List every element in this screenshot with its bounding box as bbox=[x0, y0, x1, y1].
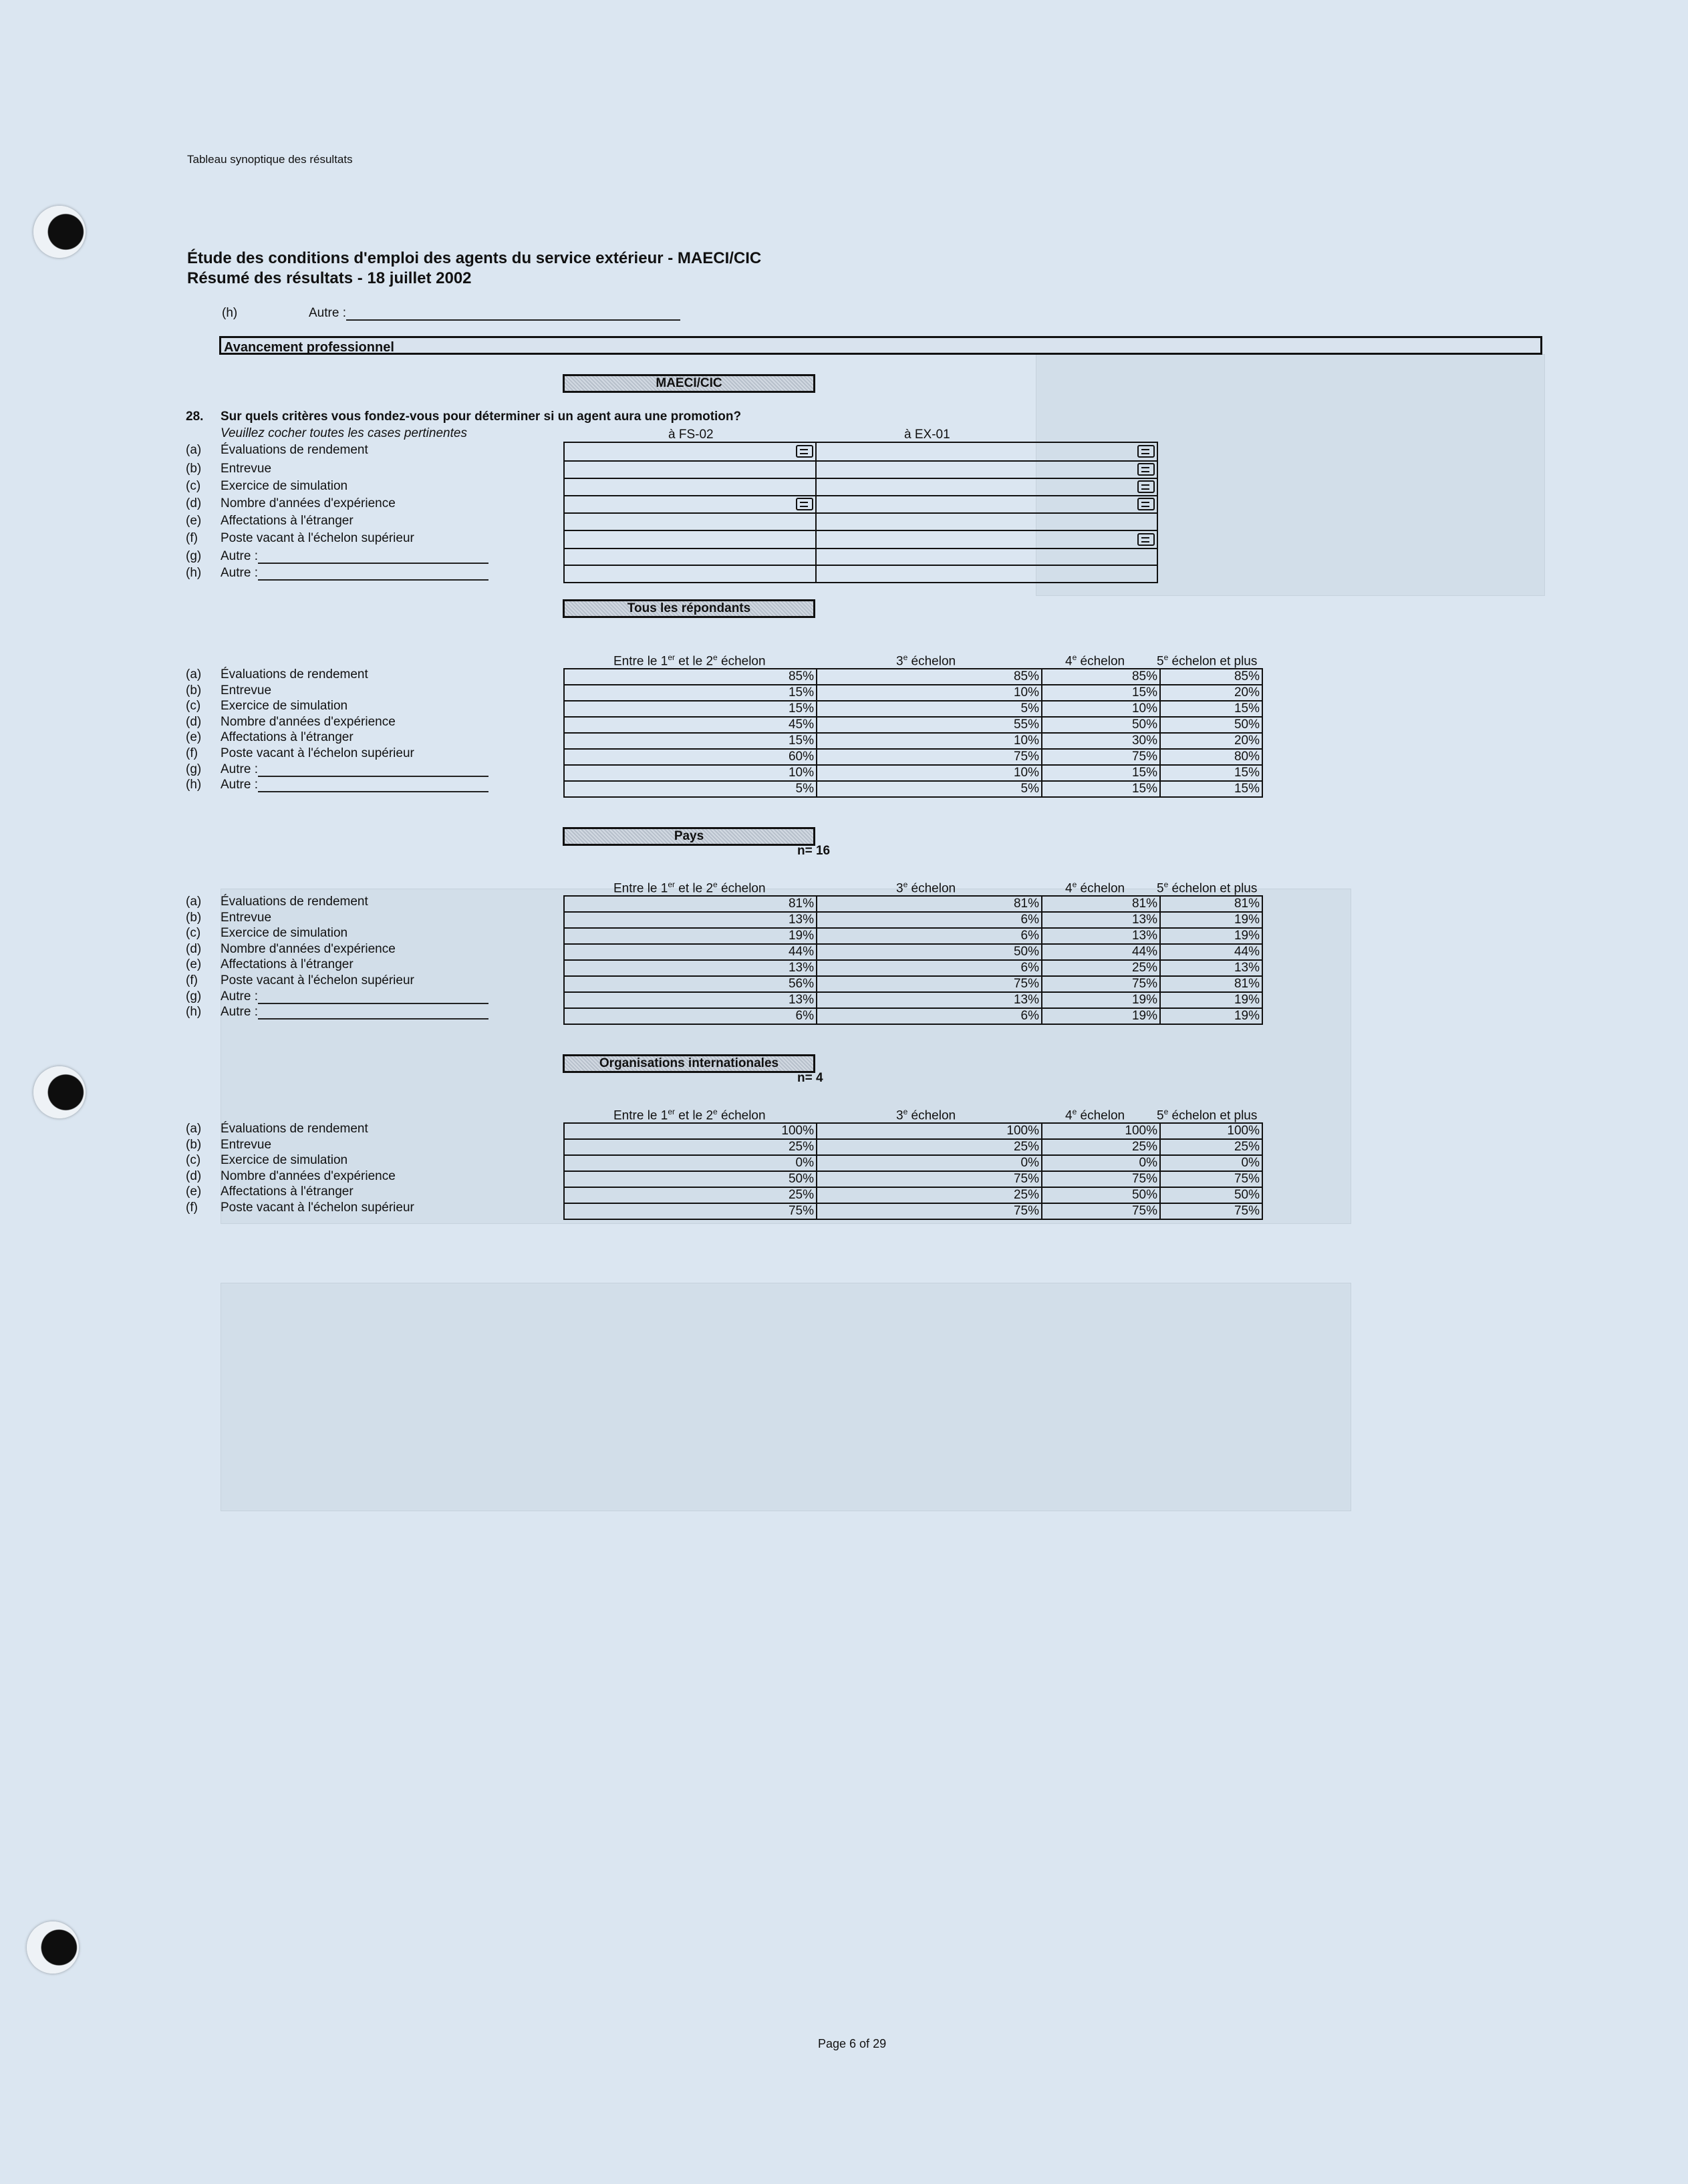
cell-fs02[interactable] bbox=[564, 478, 816, 496]
value-cell: 15% bbox=[564, 733, 817, 749]
result-row-letter: (c) bbox=[186, 926, 201, 940]
value-cell: 13% bbox=[1160, 960, 1262, 976]
value-cell: 85% bbox=[1160, 669, 1262, 685]
result-row-letter: (f) bbox=[186, 1201, 198, 1215]
result-row-label-text: Nombre d'années d'expérience bbox=[221, 715, 396, 729]
result-row-label bbox=[221, 1122, 368, 1136]
result-row-label bbox=[221, 926, 347, 941]
value-cell: 85% bbox=[564, 669, 817, 685]
result-row-label-text: Exercice de simulation bbox=[221, 926, 348, 940]
question-number: 28. bbox=[186, 410, 204, 424]
document-title bbox=[187, 249, 761, 289]
value-cell: 81% bbox=[817, 896, 1042, 912]
value-cell: 75% bbox=[1042, 749, 1160, 765]
group-label: Pays bbox=[563, 827, 815, 846]
value-cell: 5% bbox=[817, 701, 1042, 717]
value-cell: 0% bbox=[817, 1155, 1042, 1171]
checked-box-icon bbox=[1137, 498, 1155, 510]
table-row bbox=[564, 960, 1262, 976]
checked-box-icon bbox=[1137, 480, 1155, 493]
value-cell: 75% bbox=[564, 1203, 817, 1219]
value-cell: 15% bbox=[1042, 781, 1160, 797]
value-cell: 75% bbox=[817, 1203, 1042, 1219]
q-item-label-text: Affectations à l'étranger bbox=[221, 514, 354, 528]
table-row bbox=[564, 685, 1262, 701]
q-item-letter: (e) bbox=[186, 514, 202, 528]
q-item-letter: (c) bbox=[186, 479, 201, 493]
table-row bbox=[564, 1123, 1262, 1139]
value-cell: 6% bbox=[817, 960, 1042, 976]
answer-line bbox=[258, 992, 488, 1004]
value-cell: 100% bbox=[1042, 1123, 1160, 1139]
result-row-letter: (g) bbox=[186, 762, 202, 776]
result-row-label bbox=[221, 1201, 414, 1215]
result-row-label bbox=[221, 957, 354, 972]
q-item-letter: (h) bbox=[186, 566, 202, 580]
q-item-label bbox=[221, 566, 488, 581]
result-row-label-text: Autre : bbox=[221, 778, 258, 792]
q-item-letter: (b) bbox=[186, 462, 202, 476]
cell-ex01[interactable] bbox=[816, 461, 1157, 478]
value-cell: 75% bbox=[817, 749, 1042, 765]
result-row-letter: (d) bbox=[186, 942, 202, 956]
result-row-label bbox=[221, 1138, 271, 1152]
group-label-maeci: MAECI/CIC bbox=[563, 374, 815, 393]
value-cell: 75% bbox=[817, 976, 1042, 992]
result-row-label-text: Évaluations de rendement bbox=[221, 1122, 368, 1136]
result-row-label bbox=[221, 989, 488, 1004]
running-header: Tableau synoptique des résultats bbox=[187, 153, 353, 166]
value-cell: 55% bbox=[817, 717, 1042, 733]
checked-box-icon bbox=[1137, 533, 1155, 546]
results-table bbox=[563, 1122, 1263, 1220]
col-head-1st-2nd: Entre le 1er et le 2e échelon bbox=[613, 880, 766, 896]
question-instruction: Veuillez cocher toutes les cases pertinentes bbox=[221, 426, 467, 440]
table-row bbox=[564, 1139, 1262, 1155]
value-cell: 75% bbox=[1160, 1171, 1262, 1187]
table-row bbox=[564, 976, 1262, 992]
result-row-letter: (d) bbox=[186, 1169, 202, 1183]
value-cell: 100% bbox=[1160, 1123, 1262, 1139]
value-cell: 50% bbox=[1042, 717, 1160, 733]
value-cell: 15% bbox=[1160, 765, 1262, 781]
result-row-letter: (c) bbox=[186, 699, 201, 713]
col-head-3rd: 3e échelon bbox=[896, 1107, 956, 1123]
cell-fs02[interactable] bbox=[564, 442, 816, 461]
cell-fs02[interactable] bbox=[564, 461, 816, 478]
value-cell: 19% bbox=[1160, 928, 1262, 944]
value-cell: 5% bbox=[817, 781, 1042, 797]
result-row-label-text: Affectations à l'étranger bbox=[221, 1185, 354, 1199]
results-table bbox=[563, 668, 1263, 798]
result-row-letter: (a) bbox=[186, 1122, 202, 1136]
result-row-label-text: Nombre d'années d'expérience bbox=[221, 942, 396, 956]
value-cell: 75% bbox=[1042, 1203, 1160, 1219]
result-row-label bbox=[221, 895, 368, 909]
value-cell: 6% bbox=[564, 1008, 817, 1024]
q-item-label-text: Autre : bbox=[221, 566, 258, 580]
value-cell: 25% bbox=[1042, 1139, 1160, 1155]
q-item-label bbox=[221, 549, 488, 564]
result-row-label bbox=[221, 667, 368, 682]
cell-ex01[interactable] bbox=[816, 513, 1157, 530]
cell-fs02[interactable] bbox=[564, 565, 816, 583]
value-cell: 44% bbox=[1042, 944, 1160, 960]
result-row-label bbox=[221, 778, 488, 792]
result-row-label-text: Autre : bbox=[221, 1005, 258, 1019]
result-row-label bbox=[221, 683, 271, 698]
cell-fs02[interactable] bbox=[564, 513, 816, 530]
group-sample-size: n= 4 bbox=[797, 1071, 823, 1085]
result-row-letter: (e) bbox=[186, 730, 202, 744]
checkbox-row bbox=[564, 549, 1157, 565]
result-row-letter: (h) bbox=[186, 1005, 202, 1019]
result-row-letter: (h) bbox=[186, 778, 202, 792]
result-row-label-text: Exercice de simulation bbox=[221, 699, 348, 713]
value-cell: 13% bbox=[564, 960, 817, 976]
value-cell: 15% bbox=[1160, 781, 1262, 797]
result-row-label-text: Entrevue bbox=[221, 911, 272, 925]
value-cell: 80% bbox=[1160, 749, 1262, 765]
value-cell: 15% bbox=[1160, 701, 1262, 717]
checkbox-row bbox=[564, 461, 1157, 478]
result-row-letter: (f) bbox=[186, 746, 198, 760]
result-row-letter: (b) bbox=[186, 911, 202, 925]
value-cell: 44% bbox=[1160, 944, 1262, 960]
answer-line bbox=[258, 569, 488, 581]
result-row-label-text: Poste vacant à l'échelon supérieur bbox=[221, 746, 414, 760]
col-head-1st-2nd: Entre le 1er et le 2e échelon bbox=[613, 1107, 766, 1123]
checked-box-icon bbox=[1137, 445, 1155, 458]
value-cell: 85% bbox=[1042, 669, 1160, 685]
cell-ex01[interactable] bbox=[816, 549, 1157, 565]
result-row-label-text: Évaluations de rendement bbox=[221, 667, 368, 681]
table-row bbox=[564, 944, 1262, 960]
table-row bbox=[564, 992, 1262, 1008]
q-item-label bbox=[221, 514, 354, 528]
q-item-letter: (f) bbox=[186, 531, 198, 545]
punch-hole-middle bbox=[33, 1066, 86, 1118]
result-row-letter: (e) bbox=[186, 1185, 202, 1199]
value-cell: 50% bbox=[564, 1171, 817, 1187]
value-cell: 10% bbox=[564, 765, 817, 781]
value-cell: 19% bbox=[1160, 1008, 1262, 1024]
cell-ex01[interactable] bbox=[816, 565, 1157, 583]
result-row-label-text: Autre : bbox=[221, 989, 258, 1003]
value-cell: 60% bbox=[564, 749, 817, 765]
result-row-letter: (a) bbox=[186, 895, 202, 909]
value-cell: 50% bbox=[1042, 1187, 1160, 1203]
value-cell: 5% bbox=[564, 781, 817, 797]
table-row bbox=[564, 1171, 1262, 1187]
result-row-letter: (b) bbox=[186, 1138, 202, 1152]
result-row-label-text: Nombre d'années d'expérience bbox=[221, 1169, 396, 1183]
cell-ex01[interactable] bbox=[816, 478, 1157, 496]
result-row-label bbox=[221, 1153, 347, 1168]
value-cell: 50% bbox=[1160, 1187, 1262, 1203]
value-cell: 19% bbox=[1160, 912, 1262, 928]
result-row-letter: (a) bbox=[186, 667, 202, 681]
q-item-letter: (g) bbox=[186, 549, 202, 563]
table-row bbox=[564, 765, 1262, 781]
table-row bbox=[564, 749, 1262, 765]
column-head-ex01: à EX-01 bbox=[904, 428, 950, 442]
col-head-1st-2nd: Entre le 1er et le 2e échelon bbox=[613, 653, 766, 669]
value-cell: 75% bbox=[1042, 1171, 1160, 1187]
q-item-label bbox=[221, 479, 347, 494]
result-row-label bbox=[221, 730, 354, 745]
q-item-label bbox=[221, 531, 414, 546]
col-head-5th-plus: 5e échelon et plus bbox=[1157, 1107, 1258, 1123]
group-sample-size: n= 16 bbox=[797, 844, 831, 858]
result-row-label-text: Autre : bbox=[221, 762, 258, 776]
checked-box-icon bbox=[1137, 463, 1155, 476]
checkbox-row bbox=[564, 513, 1157, 530]
result-row-letter: (e) bbox=[186, 957, 202, 971]
group-label: Organisations internationales bbox=[563, 1054, 815, 1073]
value-cell: 6% bbox=[817, 912, 1042, 928]
value-cell: 25% bbox=[564, 1187, 817, 1203]
value-cell: 15% bbox=[1042, 685, 1160, 701]
table-row bbox=[564, 717, 1262, 733]
result-row-letter: (c) bbox=[186, 1153, 201, 1167]
value-cell: 6% bbox=[817, 928, 1042, 944]
value-cell: 10% bbox=[817, 685, 1042, 701]
value-cell: 25% bbox=[564, 1139, 817, 1155]
value-cell: 19% bbox=[1042, 1008, 1160, 1024]
value-cell: 75% bbox=[817, 1171, 1042, 1187]
table-row bbox=[564, 669, 1262, 685]
value-cell: 19% bbox=[564, 928, 817, 944]
value-cell: 50% bbox=[817, 944, 1042, 960]
answer-line bbox=[258, 1007, 488, 1020]
result-row-label bbox=[221, 1185, 354, 1199]
column-head-fs02: à FS-02 bbox=[668, 428, 714, 442]
col-head-4th: 4e échelon bbox=[1065, 880, 1125, 896]
value-cell: 81% bbox=[1160, 896, 1262, 912]
table-row bbox=[564, 701, 1262, 717]
title-line-2: Résumé des résultats - 18 juillet 2002 bbox=[187, 269, 472, 287]
value-cell: 81% bbox=[1160, 976, 1262, 992]
question-text: Sur quels critères vous fondez-vous pour déterminer si un agent aura une promotion? bbox=[221, 410, 742, 424]
checkbox-row bbox=[564, 478, 1157, 496]
cell-ex01[interactable] bbox=[816, 530, 1157, 549]
result-row-label-text: Poste vacant à l'échelon supérieur bbox=[221, 973, 414, 987]
value-cell: 10% bbox=[817, 765, 1042, 781]
col-head-5th-plus: 5e échelon et plus bbox=[1157, 653, 1258, 669]
table-row bbox=[564, 1203, 1262, 1219]
table-row bbox=[564, 928, 1262, 944]
cell-ex01[interactable] bbox=[816, 496, 1157, 513]
value-cell: 20% bbox=[1160, 733, 1262, 749]
checkbox-row bbox=[564, 442, 1157, 461]
value-cell: 75% bbox=[1160, 1203, 1262, 1219]
value-cell: 0% bbox=[1042, 1155, 1160, 1171]
q-item-letter: (d) bbox=[186, 496, 202, 510]
bleed-through-area-3 bbox=[221, 1283, 1351, 1511]
value-cell: 6% bbox=[817, 1008, 1042, 1024]
col-head-4th: 4e échelon bbox=[1065, 1107, 1125, 1123]
result-row-label bbox=[221, 699, 347, 714]
checkbox-row bbox=[564, 565, 1157, 583]
value-cell: 75% bbox=[1042, 976, 1160, 992]
value-cell: 10% bbox=[1042, 701, 1160, 717]
result-row-letter: (b) bbox=[186, 683, 202, 697]
value-cell: 44% bbox=[564, 944, 817, 960]
cell-fs02[interactable] bbox=[564, 530, 816, 549]
q-item-label-text: Évaluations de rendement bbox=[221, 443, 368, 457]
value-cell: 13% bbox=[1042, 912, 1160, 928]
value-cell: 25% bbox=[1042, 960, 1160, 976]
result-row-label bbox=[221, 715, 396, 730]
value-cell: 19% bbox=[1160, 992, 1262, 1008]
result-row-label bbox=[221, 973, 414, 988]
value-cell: 25% bbox=[817, 1139, 1042, 1155]
result-row-label-text: Entrevue bbox=[221, 1138, 272, 1152]
previous-item-letter: (h) bbox=[222, 306, 238, 320]
punch-hole-top bbox=[33, 206, 86, 258]
result-row-label-text: Évaluations de rendement bbox=[221, 895, 368, 909]
q-item-label bbox=[221, 443, 368, 458]
value-cell: 45% bbox=[564, 717, 817, 733]
q-item-label-text: Nombre d'années d'expérience bbox=[221, 496, 396, 510]
value-cell: 13% bbox=[817, 992, 1042, 1008]
q-item-label-text: Autre : bbox=[221, 549, 258, 563]
value-cell: 25% bbox=[817, 1187, 1042, 1203]
checked-box-icon bbox=[796, 445, 813, 458]
value-cell: 13% bbox=[564, 992, 817, 1008]
q-item-label bbox=[221, 496, 396, 511]
results-table bbox=[563, 895, 1263, 1025]
value-cell: 0% bbox=[564, 1155, 817, 1171]
punch-hole-bottom bbox=[27, 1921, 79, 1974]
answer-line bbox=[258, 552, 488, 564]
value-cell: 81% bbox=[1042, 896, 1160, 912]
value-cell: 85% bbox=[817, 669, 1042, 685]
checkbox-row bbox=[564, 496, 1157, 513]
cell-fs02[interactable] bbox=[564, 549, 816, 565]
cell-ex01[interactable] bbox=[816, 442, 1157, 461]
table-row bbox=[564, 1008, 1262, 1024]
result-row-label bbox=[221, 762, 488, 777]
answer-line bbox=[258, 780, 488, 792]
checkbox-grid bbox=[563, 442, 1158, 583]
result-row-label-text: Entrevue bbox=[221, 683, 272, 697]
table-row bbox=[564, 1187, 1262, 1203]
table-row bbox=[564, 912, 1262, 928]
value-cell: 13% bbox=[1042, 928, 1160, 944]
value-cell: 81% bbox=[564, 896, 817, 912]
q-item-label bbox=[221, 462, 271, 476]
result-row-label bbox=[221, 1005, 488, 1020]
result-row-label bbox=[221, 911, 271, 925]
col-head-3rd: 3e échelon bbox=[896, 653, 956, 669]
result-row-label bbox=[221, 942, 396, 957]
group-label: Tous les répondants bbox=[563, 599, 815, 618]
value-cell: 100% bbox=[817, 1123, 1042, 1139]
answer-line bbox=[258, 765, 488, 777]
table-row bbox=[564, 896, 1262, 912]
checked-box-icon bbox=[796, 498, 813, 510]
value-cell: 25% bbox=[1160, 1139, 1262, 1155]
answer-line bbox=[346, 309, 680, 321]
cell-fs02[interactable] bbox=[564, 496, 816, 513]
col-head-3rd: 3e échelon bbox=[896, 880, 956, 896]
result-row-letter: (d) bbox=[186, 715, 202, 729]
result-row-label-text: Exercice de simulation bbox=[221, 1153, 348, 1167]
result-row-letter: (g) bbox=[186, 989, 202, 1003]
value-cell: 20% bbox=[1160, 685, 1262, 701]
q-item-label-text: Entrevue bbox=[221, 462, 272, 476]
q-item-label-text: Poste vacant à l'échelon supérieur bbox=[221, 531, 414, 545]
value-cell: 50% bbox=[1160, 717, 1262, 733]
result-row-label-text: Poste vacant à l'échelon supérieur bbox=[221, 1201, 414, 1215]
result-row-letter: (f) bbox=[186, 973, 198, 987]
q-item-label-text: Exercice de simulation bbox=[221, 479, 348, 493]
value-cell: 10% bbox=[817, 733, 1042, 749]
page-number: Page 6 of 29 bbox=[818, 2037, 887, 2050]
result-row-label-text: Affectations à l'étranger bbox=[221, 957, 354, 971]
value-cell: 15% bbox=[564, 685, 817, 701]
section-title: Avancement professionnel bbox=[219, 336, 1542, 355]
result-row-label bbox=[221, 1169, 396, 1184]
col-head-5th-plus: 5e échelon et plus bbox=[1157, 880, 1258, 896]
value-cell: 15% bbox=[564, 701, 817, 717]
value-cell: 100% bbox=[564, 1123, 817, 1139]
value-cell: 30% bbox=[1042, 733, 1160, 749]
title-line-1: Étude des conditions d'emploi des agents du service extérieur - MAECI/CIC bbox=[187, 249, 762, 267]
table-row bbox=[564, 733, 1262, 749]
table-row bbox=[564, 1155, 1262, 1171]
checkbox-row bbox=[564, 530, 1157, 549]
result-row-label-text: Affectations à l'étranger bbox=[221, 730, 354, 744]
value-cell: 13% bbox=[564, 912, 817, 928]
value-cell: 0% bbox=[1160, 1155, 1262, 1171]
col-head-4th: 4e échelon bbox=[1065, 653, 1125, 669]
result-row-label bbox=[221, 746, 414, 761]
value-cell: 19% bbox=[1042, 992, 1160, 1008]
previous-item-label: Autre : bbox=[309, 306, 680, 321]
table-row bbox=[564, 781, 1262, 797]
q-item-letter: (a) bbox=[186, 443, 202, 457]
value-cell: 56% bbox=[564, 976, 817, 992]
value-cell: 15% bbox=[1042, 765, 1160, 781]
